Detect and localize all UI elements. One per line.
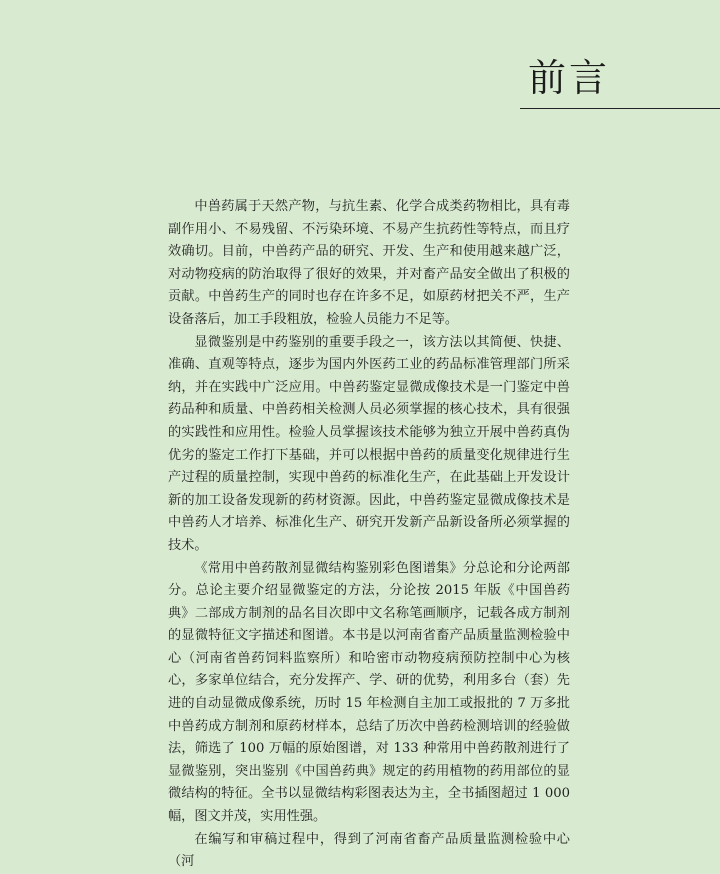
title-divider bbox=[520, 108, 720, 109]
paragraph-3: 《常用中兽药散剂显微结构鉴别彩色图谱集》分总论和分论两部分。总论主要介绍显微鉴定的方法，分论按 2015 年版《中国兽药典》二部成方制剂的品名目次即中文名称笔画顺序，记载各成方制剂的显微特征文字描述和图谱。本书是以河南省畜产品质量监测检验中心（河南省兽药饲料监察所）和哈密市动物疫病预防控制中心为核心，多家单位结合，充分发挥产、学、研的优势，利用多台（套）先进的自动显微成像系统，历时 15 年检测自主加工或报批的 7 万多批中兽药成方制剂和原药材样本，总结了历次中兽药检测培训的经验做法，筛选了 100 万幅的原始图谱，对 133 种常用中兽药散剂进行了显微鉴别，突出鉴别《中国兽药典》规定的药用植物的药用部位的显微结构的特征。全书以显微结构彩图表达为主，全书插图超过 1 000 幅，图文并茂，实用性强。 bbox=[168, 560, 570, 825]
paragraph-4: 在编写和审稿过程中，得到了河南省畜产品质量监测检验中心（河 bbox=[168, 831, 570, 870]
page-title: 前言 bbox=[527, 56, 610, 100]
paragraph-2: 显微鉴别是中药鉴别的重要手段之一，该方法以其简便、快捷、准确、直观等特点，逐步为国内外医药工业的药品标准管理部门所采纳，并在实践中广泛应用。中兽药鉴定显微成像技术是一门鉴定中兽药品种和质量、中兽药相关检测人员必须掌握的核心技术，具有很强的实践性和应用性。检验人员掌握该技术能够为独立开展中兽药真伪优劣的鉴定工作打下基础，并可以根据中兽药的质量变化规律进行生产过程的质量控制，实现中兽药的标准化生产，在此基础上开发设计新的加工设备发现新的药材资源。因此，中兽药鉴定显微成像技术是中兽药人才培养、标准化生产、研究开发新产品新设备所必须掌握的技术。 bbox=[168, 334, 570, 553]
preface-body bbox=[168, 196, 570, 874]
paragraph-1: 中兽药属于天然产物，与抗生素、化学合成类药物相比，具有毒副作用小、不易残留、不污染环境、不易产生抗药性等特点，而且疗效确切。目前，中兽药产品的研究、开发、生产和使用越来越广泛，对动物疫病的防治取得了很好的效果，并对畜产品安全做出了积极的贡献。中兽药生产的同时也存在许多不足，如原药材把关不严，生产设备落后，加工手段粗放，检验人员能力不足等。 bbox=[168, 199, 570, 327]
